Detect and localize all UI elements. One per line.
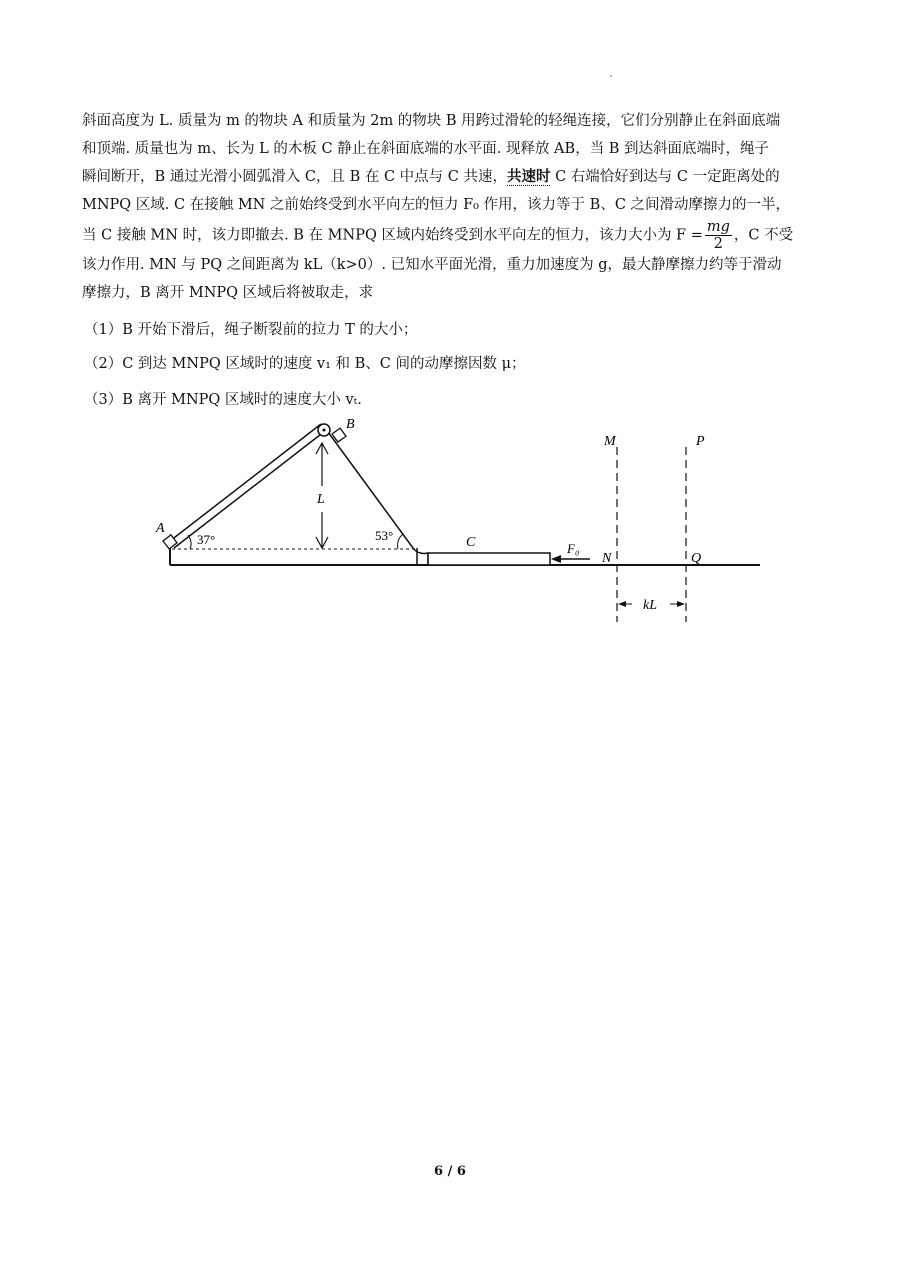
left-incline-inner (174, 431, 325, 548)
text-line-7: 摩擦力，B 离开 MNPQ 区域后将被取走，求 (82, 285, 374, 301)
board-c (428, 553, 550, 565)
emphasis-gongsu-shi: 共速时 (506, 168, 551, 185)
force-f0-arrowhead (551, 555, 561, 563)
text-line-2: 和顶端. 质量也为 m、长为 L 的木板 C 静止在斜面底端的水平面. 现释放 AB，当 B 到达斜面底端时，绳子 (82, 141, 770, 157)
kl-arrowhead-left (618, 601, 626, 607)
label-q: Q (691, 551, 702, 566)
text-line-4: MNPQ 区域. C 在接触 MN 之前始终受到水平向左的恒力 F₀ 作用，该力等于 B、C 之间滑动摩擦力的一半， (82, 197, 791, 213)
right-incline (328, 432, 413, 548)
scan-speck (610, 75, 612, 77)
kl-arrowhead-right (677, 601, 685, 607)
pulley-center (323, 429, 326, 432)
label-b: B (346, 417, 355, 432)
label-m: M (604, 434, 616, 449)
label-f0: F₀ (567, 541, 580, 556)
label-a: A (156, 521, 165, 536)
question-3: （3）B 离开 MNPQ 区域时的速度大小 vₜ. (84, 392, 362, 408)
label-n: N (602, 551, 612, 566)
question-1: （1）B 开始下滑后，绳子断裂前的拉力 T 的大小； (84, 322, 418, 338)
text-line-1: 斜面高度为 L. 质量为 m 的物块 A 和质量为 2m 的物块 B 用跨过滑轮的轻绳连接，它们分别静止在斜面底端 (82, 113, 781, 129)
left-incline-outer (170, 424, 321, 541)
arc-transition (413, 548, 428, 553)
text-line-6: 该力作用. MN 与 PQ 之间距离为 kL（k>0）. 已知水平面光滑，重力加速度为 g，最大静摩擦力约等于滑动 (82, 257, 782, 273)
fraction-denominator: 2 (713, 236, 724, 252)
page-number: 6 / 6 (434, 1164, 466, 1179)
text-line-3 (82, 163, 827, 191)
label-p: P (696, 434, 705, 449)
label-angle-37: 37° (197, 532, 216, 547)
fraction-numerator: mg (706, 219, 730, 235)
fraction-mg-over-2 (705, 219, 732, 252)
label-l: L (317, 492, 325, 507)
label-kl: kL (643, 598, 657, 613)
question-2: （2）C 到达 MNPQ 区域时的速度 v₁ 和 B、C 间的动摩擦因数 μ； (84, 356, 526, 372)
text-line-3a: 瞬间断开，B 通过光滑小圆弧滑入 C，且 B 在 C 中点与 C 共速， (82, 169, 507, 185)
text-line-5a: 当 C 接触 MN 时，该力即撤去. B 在 MNPQ 区域内始终受到水平向左的恒力，该力大小为 F = (82, 227, 703, 244)
physics-diagram (0, 410, 900, 670)
angle-53-arc (398, 534, 403, 549)
text-line-5 (82, 219, 827, 251)
problem-text (82, 107, 827, 307)
text-line-3b: C 右端恰好到达与 C 一定距离处的 (550, 169, 780, 185)
text-line-5b: ，C 不受 (733, 227, 794, 244)
label-angle-53: 53° (375, 528, 394, 543)
label-c: C (466, 535, 476, 550)
